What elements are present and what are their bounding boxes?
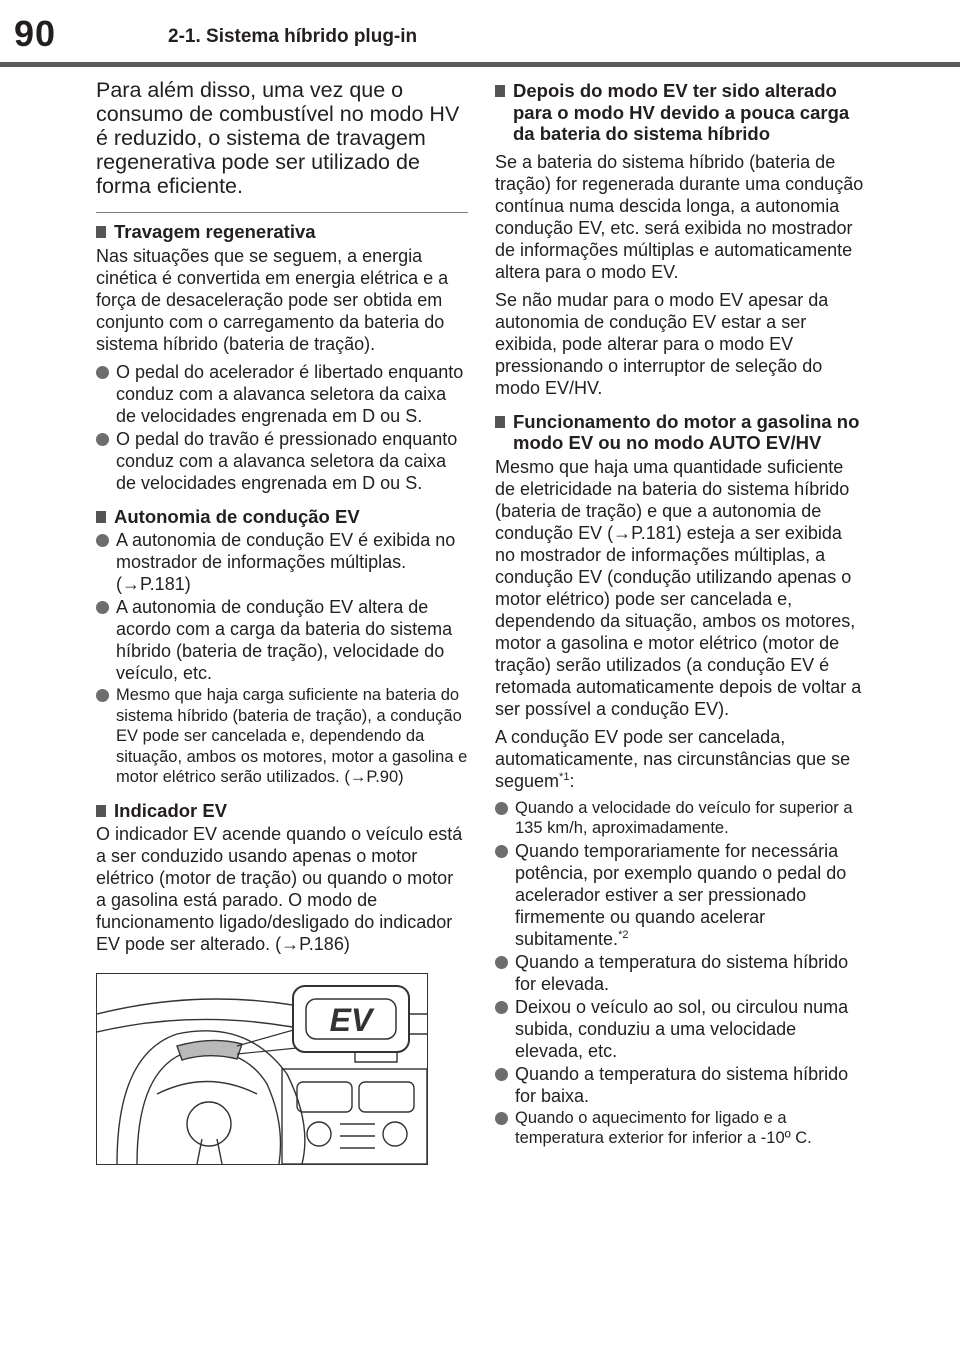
circle-bullet-icon xyxy=(495,802,508,815)
bullet-item xyxy=(495,1108,865,1149)
bullet-text: O pedal do travão é pressionado enquanto conduz com a alavanca seletora da caixa de velocidades engrenada em D ou S. xyxy=(116,428,458,493)
page-header xyxy=(0,0,960,68)
bullet-item xyxy=(96,596,468,684)
footnote-ref: *1 xyxy=(559,770,570,783)
square-bullet-icon xyxy=(96,511,106,523)
heading-after-ev xyxy=(495,80,865,145)
paragraph-end: : xyxy=(569,770,575,791)
square-bullet-icon xyxy=(96,226,106,238)
paragraph: Se não mudar para o modo EV apesar da autonomia de condução EV estar a ser exibida, pode alterar para o modo EV pressionando o interruptor de seleção do modo EV/HV. xyxy=(495,289,829,398)
bullet-text: Quando a temperatura do sistema híbrido for elevada. xyxy=(515,951,849,994)
intro-paragraph: Para além disso, uma vez que o consumo de combustível no modo HV é reduzido, o sistema de travagem regenerativa pode ser utilizado de forma eficiente. xyxy=(96,78,460,198)
bullet-text: A autonomia de condução EV é exibida no mostrador de informações múltiplas. (→P.181) xyxy=(116,530,456,594)
paragraph xyxy=(495,726,865,792)
separator xyxy=(96,212,468,213)
circle-bullet-icon xyxy=(96,433,109,446)
bullet-text: Mesmo que haja carga suficiente na bateria do sistema híbrido (bateria de tração), a condução EV pode ser cancelada e, dependendo da situação, ambos os motores, motor a gasolina e motor elétrico serão utilizados. (→P.90) xyxy=(116,686,468,786)
circle-bullet-icon xyxy=(96,689,109,702)
circle-bullet-icon xyxy=(96,534,109,547)
section-title: 2-1. Sistema híbrido plug-in xyxy=(168,26,418,47)
square-bullet-icon xyxy=(96,805,106,817)
bullet-item xyxy=(495,1063,865,1107)
paragraph: Mesmo que haja uma quantidade suficiente de eletricidade na bateria do sistema híbrido (bateria de tração) e que a autonomia de condução EV (→P.181) esteja a ser exibida no mostrador de informações múltiplas, a condução EV (condução utilizando apenas o motor elétrico) pode ser cancelada e, dependendo da situação, ambos os motores, motor a gasolina e motor elétrico (motor de tração) serão utilizados (a condução EV é retomada automaticamente depois de voltar a ser possível a condução EV). xyxy=(495,456,862,719)
circle-bullet-icon xyxy=(495,1001,508,1014)
bullet-text: Quando a velocidade do veículo for superior a 135 km/h, aproximadamente. xyxy=(515,798,853,837)
square-bullet-icon xyxy=(495,85,505,97)
circle-bullet-icon xyxy=(495,845,508,858)
heading-indicator xyxy=(96,800,468,822)
paragraph: Nas situações que se seguem, a energia cinética é convertida em energia elétrica e a força de desaceleração pode ser obtida em conjunto com o carregamento da bateria do sistema híbrido (bateria de tração). xyxy=(96,245,449,354)
circle-bullet-icon xyxy=(495,1112,508,1125)
bullet-item xyxy=(495,951,865,995)
bullet-item xyxy=(96,428,468,494)
heading-text: Autonomia de condução EV xyxy=(114,505,360,527)
heading-text: Depois do modo EV ter sido alterado para o modo HV devido a pouca carga da bateria do sistema híbrido xyxy=(513,80,850,144)
bullet-item xyxy=(495,996,865,1062)
heading-text: Funcionamento do motor a gasolina no modo EV ou no modo AUTO EV/HV xyxy=(513,410,860,453)
heading-range xyxy=(96,506,468,528)
bullet-text: Quando a temperatura do sistema híbrido for baixa. xyxy=(515,1063,849,1106)
bullet-item xyxy=(495,798,865,839)
dashboard-drawing xyxy=(97,974,427,1164)
page-number: 90 xyxy=(14,13,57,54)
heading-text: Indicador EV xyxy=(114,799,228,821)
square-bullet-icon xyxy=(495,416,505,428)
footnote-ref: *2 xyxy=(618,928,629,941)
bullet-text: O pedal do acelerador é libertado enquanto conduz com a alavanca seletora da caixa de velocidades engrenada em D ou S. xyxy=(116,361,464,426)
bullet-text: Deixou o veículo ao sol, ou circulou numa subida, conduziu a uma velocidade elevada, etc. xyxy=(515,996,849,1061)
paragraph: Se a bateria do sistema híbrido (bateria de tração) for regenerada durante uma condução contínua numa descida longa, a autonomia condução EV, etc. será exibida no mostrador de informações múltiplas e automaticamente altera para o modo EV. xyxy=(495,151,864,282)
circle-bullet-icon xyxy=(495,1068,508,1081)
circle-bullet-icon xyxy=(495,956,508,969)
heading-engine xyxy=(495,411,865,454)
bullet-item xyxy=(96,529,468,595)
bullet-item xyxy=(96,685,468,788)
dashboard-illustration xyxy=(96,973,428,1165)
bullet-item xyxy=(96,361,468,427)
bullet-text: Quando o aquecimento for ligado e a temperatura exterior for inferior a -10º C. xyxy=(515,1108,812,1147)
bullet-text: A autonomia de condução EV altera de acordo com a carga da bateria do sistema híbrido (bateria de tração), velocidade do veículo, etc. xyxy=(116,597,453,683)
header-rule xyxy=(0,62,960,67)
ev-indicator-label: EV xyxy=(329,1002,373,1038)
bullet-text: Quando temporariamente for necessária potência, por exemplo quando o pedal do acelerador estiver a ser pressionado firmemente ou quando acelerar subitamente. xyxy=(515,840,847,949)
circle-bullet-icon xyxy=(96,366,109,379)
bullet-item xyxy=(495,840,865,950)
heading-regen xyxy=(96,221,468,243)
left-column xyxy=(96,78,468,1165)
paragraph: O indicador EV acende quando o veículo está a ser conduzido usando apenas o motor elétrico (motor de tração) ou quando o motor a gasolina está parado. O modo de funcionamento ligado/desligado do indicador EV pode ser alterado. (→P.186) xyxy=(96,824,463,954)
paragraph-text: A condução EV pode ser cancelada, automaticamente, nas circunstâncias que se seguem xyxy=(495,726,851,791)
heading-text: Travagem regenerativa xyxy=(114,221,316,242)
right-column xyxy=(495,78,865,1150)
circle-bullet-icon xyxy=(96,601,109,614)
